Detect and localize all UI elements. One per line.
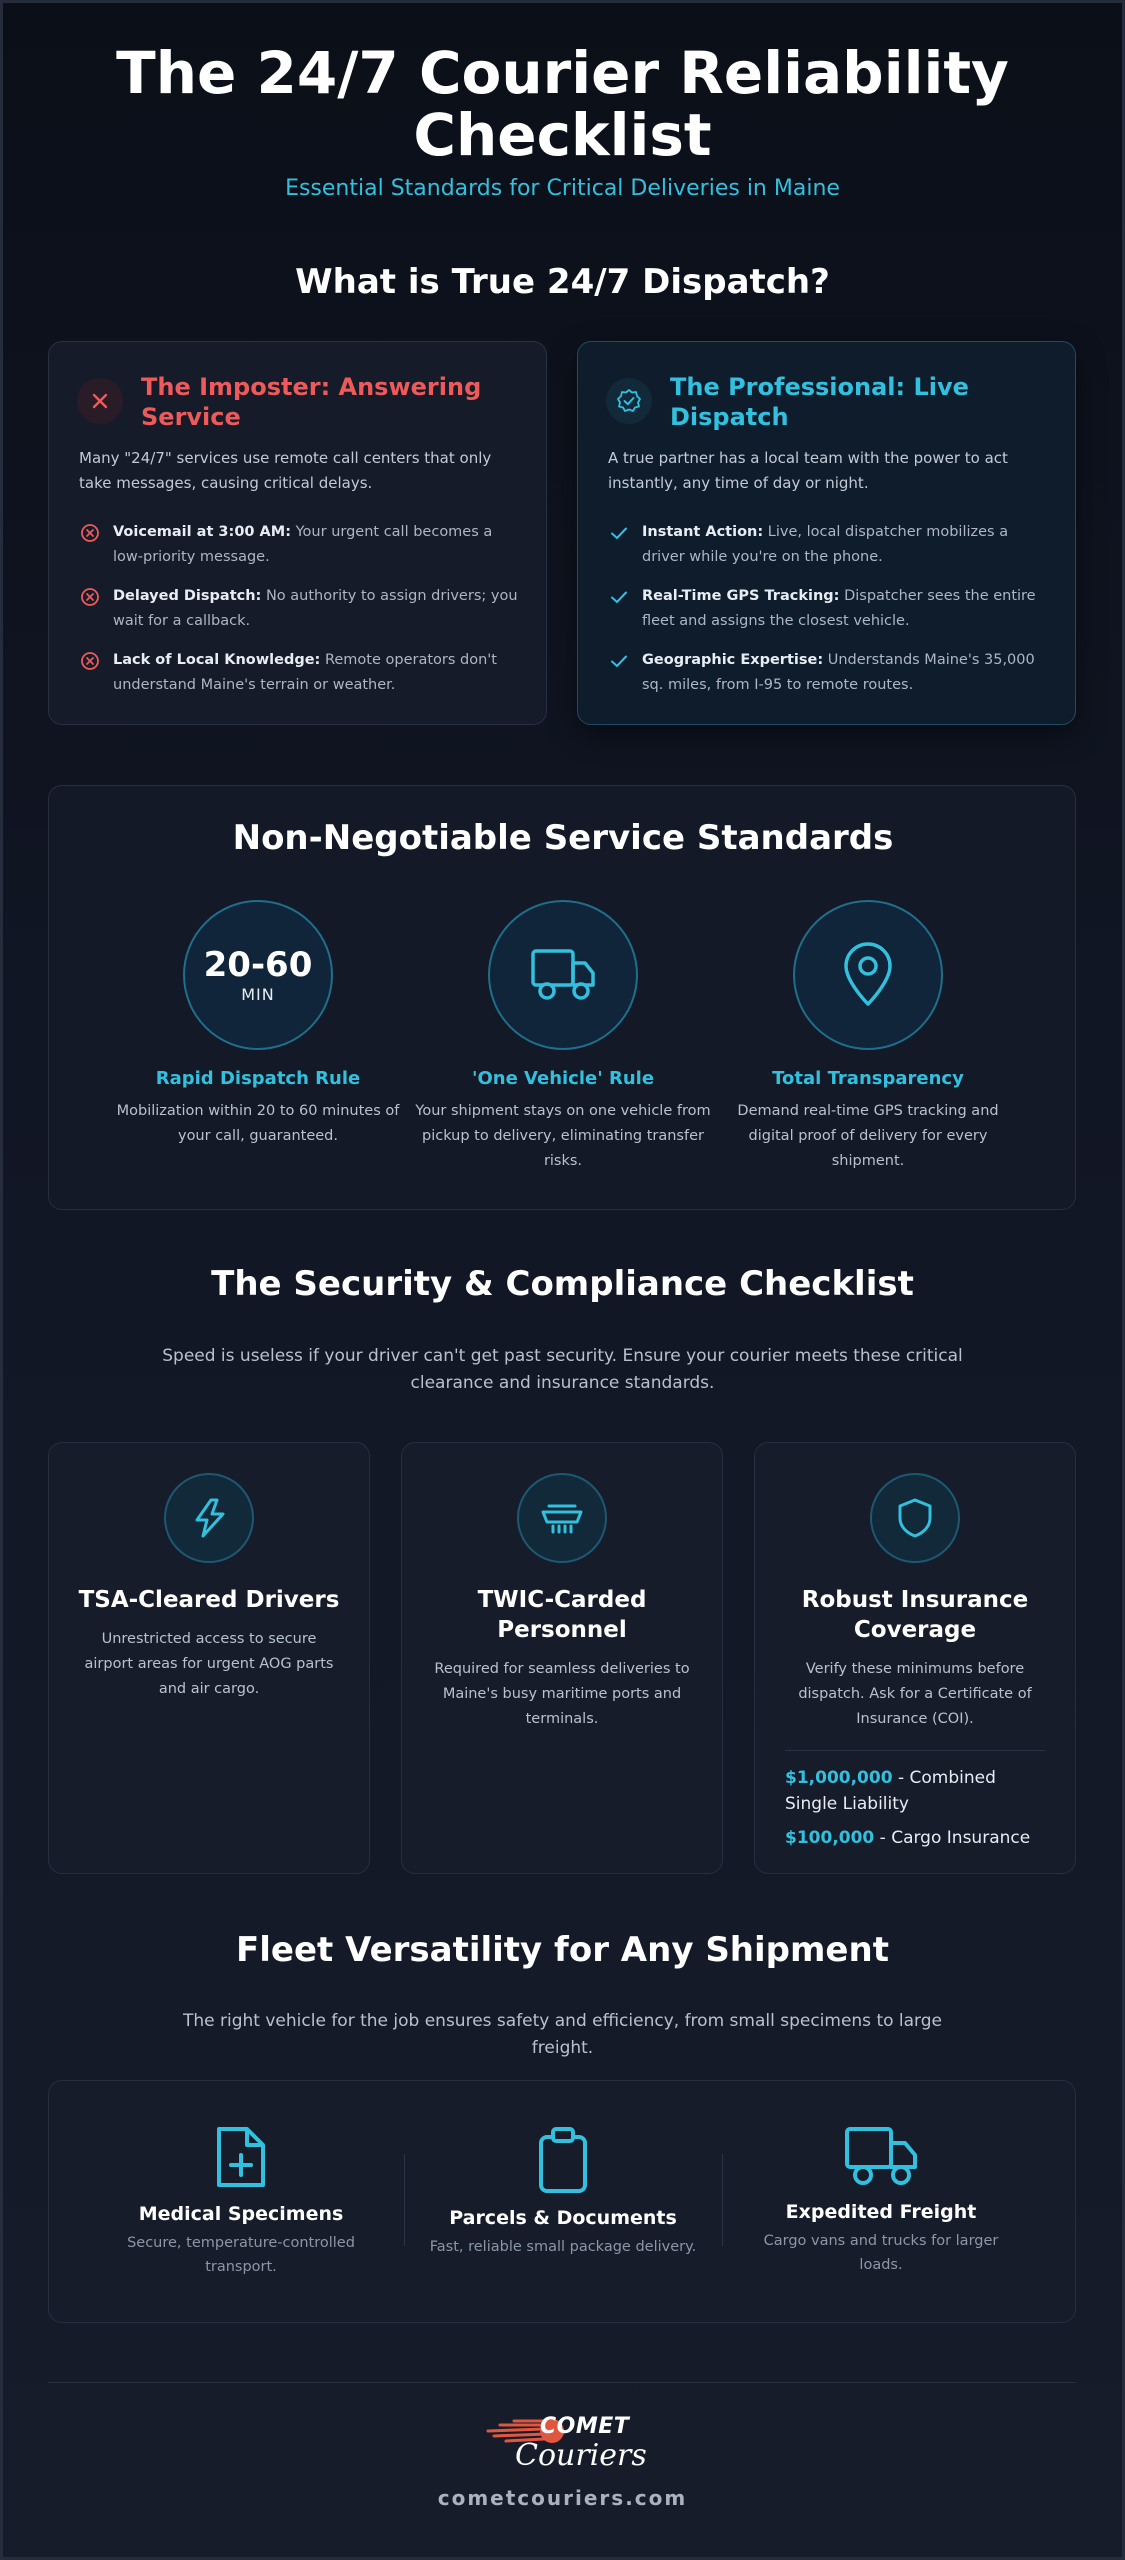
list-item xyxy=(608,520,1047,570)
divider xyxy=(785,1750,1045,1751)
fleet-item-parcels xyxy=(413,2123,713,2259)
list-item xyxy=(608,584,1047,634)
x-circle-icon xyxy=(79,650,101,672)
standard-transparency xyxy=(708,900,1028,1174)
list-item xyxy=(79,648,518,698)
point-label: Instant Action: xyxy=(642,524,764,540)
insurance-text: - Cargo Insurance xyxy=(874,1828,1031,1848)
page-subtitle: Essential Standards for Critical Deliveries in Maine xyxy=(285,176,840,201)
dispatch-time-unit: MIN xyxy=(241,984,275,1004)
medical-file-icon xyxy=(91,2123,391,2195)
page-title xyxy=(0,39,1125,169)
insurance-amount: $100,000 xyxy=(785,1828,875,1848)
list-item xyxy=(79,584,518,634)
compliance-description: Required for seamless deliveries to Maine's busy maritime ports and terminals. xyxy=(434,1661,690,1727)
list-item xyxy=(608,648,1047,698)
insurance-card xyxy=(754,1442,1076,1874)
compliance-title: Robust Insurance Coverage xyxy=(801,1587,1029,1643)
compliance-title: TSA-Cleared Drivers xyxy=(78,1587,340,1613)
standard-title: 'One Vehicle' Rule xyxy=(471,1068,655,1089)
check-icon xyxy=(608,650,630,672)
plane-bolt-icon xyxy=(164,1473,254,1563)
point-label: Geographic Expertise: xyxy=(642,652,824,668)
standard-title: Total Transparency xyxy=(772,1068,964,1089)
point-text: Live, local dispatcher mobilizes a driver while you're on the phone. xyxy=(642,524,1009,565)
standard-description: Your shipment stays on one vehicle from pickup to delivery, eliminating transfer risks. xyxy=(415,1103,711,1169)
dispatch-heading: What is True 24/7 Dispatch? xyxy=(295,262,830,302)
divider xyxy=(722,2154,723,2246)
insurance-list xyxy=(785,1765,1045,1851)
professional-points xyxy=(608,520,1047,712)
divider xyxy=(404,2154,405,2246)
professional-description: A true partner has a local team with the power to act instantly, any time of day or night. xyxy=(608,449,1008,492)
professional-title: The Professional: Live Dispatch xyxy=(670,373,969,431)
logo-bottom-text: Couriers xyxy=(515,2438,647,2473)
point-label: Lack of Local Knowledge: xyxy=(113,652,321,668)
title-line-2: Checklist xyxy=(413,101,712,169)
fleet-description: Secure, temperature-controlled transport. xyxy=(127,2235,355,2275)
security-intro: Speed is useless if your driver can't get past security. Ensure your courier meets these critical clearance and insurance standards. xyxy=(162,1346,963,1393)
fleet-item-freight xyxy=(731,2123,1031,2277)
point-label: Delayed Dispatch: xyxy=(113,588,262,604)
fleet-heading: Fleet Versatility for Any Shipment xyxy=(236,1930,889,1970)
logo-top-text: COMET xyxy=(540,2414,630,2439)
truck-icon xyxy=(731,2123,1031,2193)
compliance-description: Verify these minimums before dispatch. Ask for a Certificate of Insurance (COI). xyxy=(798,1661,1032,1727)
fleet-title: Medical Specimens xyxy=(138,2203,344,2225)
fleet-title: Expedited Freight xyxy=(785,2201,977,2223)
truck-icon xyxy=(488,900,638,1050)
point-text: Dispatcher sees the entire fleet and assigns the closest vehicle. xyxy=(642,588,1036,629)
clipboard-icon xyxy=(413,2123,713,2199)
ship-icon xyxy=(517,1473,607,1563)
list-item xyxy=(79,520,518,570)
compliance-description: Unrestricted access to secure airport areas for urgent AOG parts and air cargo. xyxy=(84,1631,334,1697)
footer-url[interactable]: cometcouriers.com xyxy=(437,2486,688,2510)
title-line-1: The 24/7 Courier Reliability xyxy=(116,39,1009,107)
standards-panel xyxy=(48,785,1076,1210)
insurance-text: - Combined Single Liability xyxy=(785,1768,996,1814)
fleet-intro: The right vehicle for the job ensures safety and efficiency, from small specimens to large freight. xyxy=(183,2011,942,2058)
x-icon xyxy=(77,378,123,424)
standard-title: Rapid Dispatch Rule xyxy=(155,1068,361,1089)
badge-check-icon xyxy=(606,378,652,424)
security-heading: The Security & Compliance Checklist xyxy=(211,1264,914,1304)
standard-description: Mobilization within 20 to 60 minutes of your call, guaranteed. xyxy=(116,1103,400,1144)
imposter-title: The Imposter: Answering Service xyxy=(141,373,482,431)
standard-rapid-dispatch xyxy=(98,900,418,1149)
professional-card xyxy=(577,341,1076,725)
check-icon xyxy=(608,586,630,608)
twic-card xyxy=(401,1442,723,1874)
fleet-description: Cargo vans and trucks for larger loads. xyxy=(763,2233,999,2273)
fleet-title: Parcels & Documents xyxy=(449,2207,677,2229)
fleet-item-medical xyxy=(91,2123,391,2279)
fleet-panel xyxy=(48,2080,1076,2323)
imposter-points xyxy=(79,520,518,712)
fleet-description: Fast, reliable small package delivery. xyxy=(429,2239,697,2255)
x-circle-icon xyxy=(79,522,101,544)
point-text: Your urgent call becomes a low-priority message. xyxy=(113,524,493,565)
standards-heading: Non-Negotiable Service Standards xyxy=(232,818,894,858)
standard-one-vehicle xyxy=(403,900,723,1174)
dispatch-time-circle xyxy=(183,900,333,1050)
shield-icon xyxy=(870,1473,960,1563)
compliance-title: TWIC-Carded Personnel xyxy=(477,1587,647,1643)
insurance-amount: $1,000,000 xyxy=(785,1768,893,1788)
tsa-card xyxy=(48,1442,370,1874)
insurance-item xyxy=(785,1765,1045,1817)
x-circle-icon xyxy=(79,586,101,608)
map-pin-icon xyxy=(793,900,943,1050)
point-label: Voicemail at 3:00 AM: xyxy=(113,524,292,540)
point-text: Remote operators don't understand Maine's terrain or weather. xyxy=(113,652,497,693)
footer-divider xyxy=(48,2382,1076,2383)
point-text: No authority to assign drivers; you wait for a callback. xyxy=(113,588,518,629)
standard-description: Demand real-time GPS tracking and digital proof of delivery for every shipment. xyxy=(737,1103,999,1169)
imposter-description: Many "24/7" services use remote call centers that only take messages, causing critical delays. xyxy=(79,449,492,492)
company-logo xyxy=(480,2412,650,2472)
point-text: Understands Maine's 35,000 sq. miles, from I-95 to remote routes. xyxy=(642,652,1035,693)
imposter-card xyxy=(48,341,547,725)
dispatch-time-value: 20-60 xyxy=(203,944,313,985)
point-label: Real-Time GPS Tracking: xyxy=(642,588,840,604)
insurance-item xyxy=(785,1825,1045,1851)
check-icon xyxy=(608,522,630,544)
